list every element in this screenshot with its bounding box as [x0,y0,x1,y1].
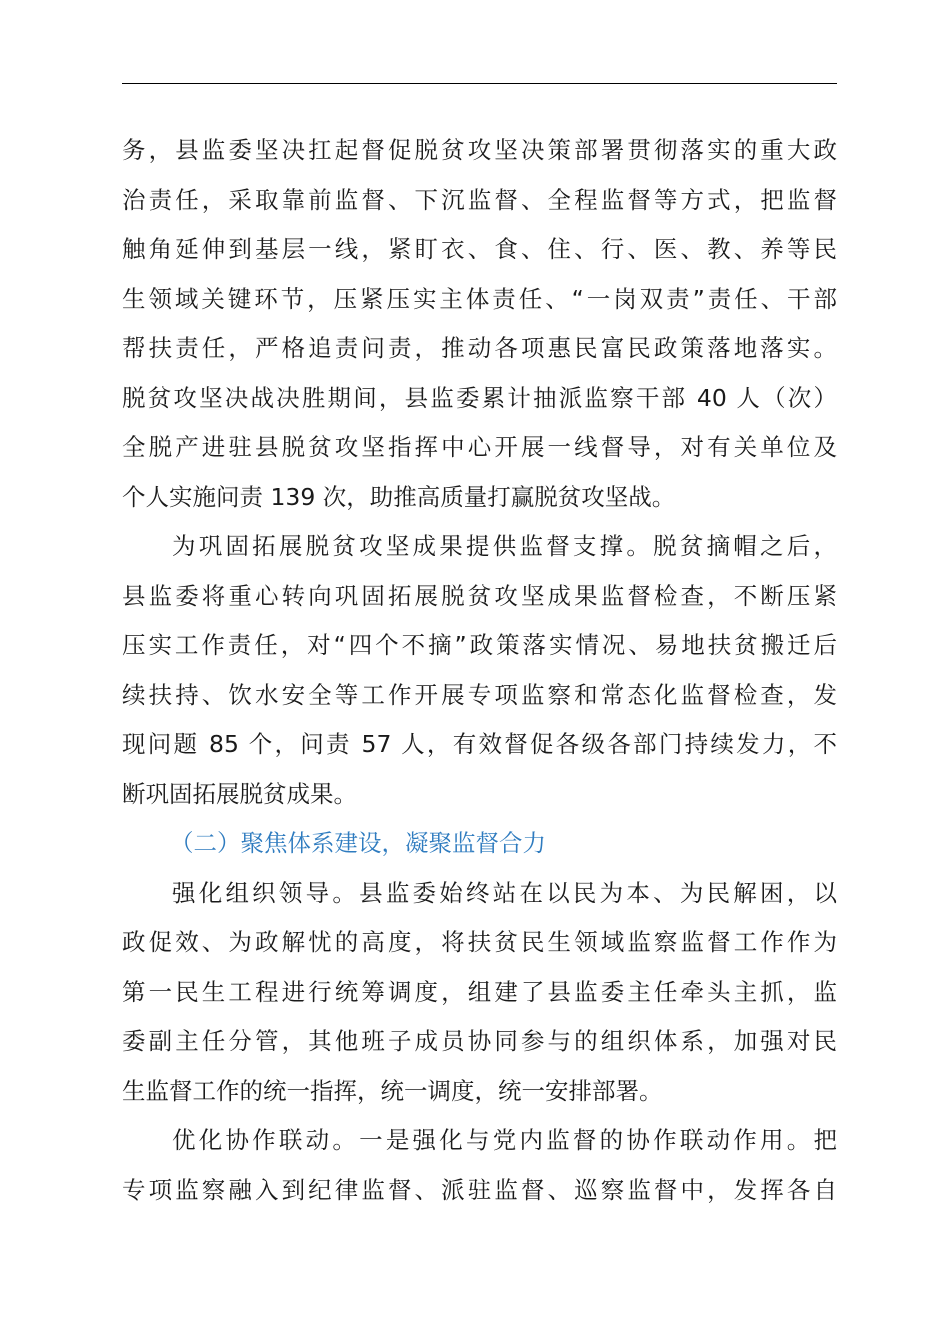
text-line: 脱贫攻坚决战决胜期间，县监委累计抽派监察干部 40 人（次） [122,383,837,412]
text-line: 断巩固拓展脱贫成果。 [122,779,357,808]
text-line: 政促效、为政解忧的高度，将扶贫民生领域监察监督工作作为 [122,928,837,956]
header-rule [122,83,837,84]
text-line: 治责任，采取靠前监督、下沉监督、全程监督等方式，把监督 [122,185,837,214]
text-line: 现问题 85 个，问责 57 人，有效督促各级各部门持续发力，不 [122,730,837,758]
text-line: 专项监察融入到纪律监督、派驻监督、巡察监督中，发挥各自 [122,1175,837,1204]
text-line: 个人实施问责 139 次，助推高质量打赢脱贫攻坚战。 [122,482,676,511]
text-line: 第一民生工程进行统筹调度，组建了县监委主任牵头主抓，监 [122,977,837,1006]
text-line: 委副主任分管，其他班子成员协同参与的组织体系，加强对民 [122,1027,837,1055]
text-line: 优化协作联动。一是强化与党内监督的协作联动作用。把 [172,1126,837,1154]
text-line: 触角延伸到基层一线，紧盯衣、食、住、行、医、教、养等民 [122,235,837,263]
text-line: 生领域关键环节，压紧压实主体责任、“一岗双责”责任、干部 [122,284,837,313]
text-line: 帮扶责任，严格追责问责，推动各项惠民富民政策落地落实。 [122,334,837,362]
text-line: 强化组织领导。县监委始终站在以民为本、为民解困，以 [172,878,837,907]
text-line: 续扶持、饮水安全等工作开展专项监察和常态化监督检查，发 [122,680,837,709]
text-line: 县监委将重心转向巩固拓展脱贫攻坚成果监督检查，不断压紧 [122,581,837,610]
text-line: 为巩固拓展脱贫攻坚成果提供监督支撑。脱贫摘帽之后， [172,532,837,560]
text-line: 压实工作责任，对“四个不摘”政策落实情况、易地扶贫搬迁后 [122,631,837,659]
text-line: 务，县监委坚决扛起督促脱贫攻坚决策部署贯彻落实的重大政 [122,136,837,164]
section-heading: （二）聚焦体系建设，凝聚监督合力 [170,829,546,857]
text-line: 全脱产进驻县脱贫攻坚指挥中心开展一线督导，对有关单位及 [122,433,837,461]
document-body [122,126,837,1215]
text-line: 生监督工作的统一指挥，统一调度，统一安排部署。 [122,1076,663,1105]
